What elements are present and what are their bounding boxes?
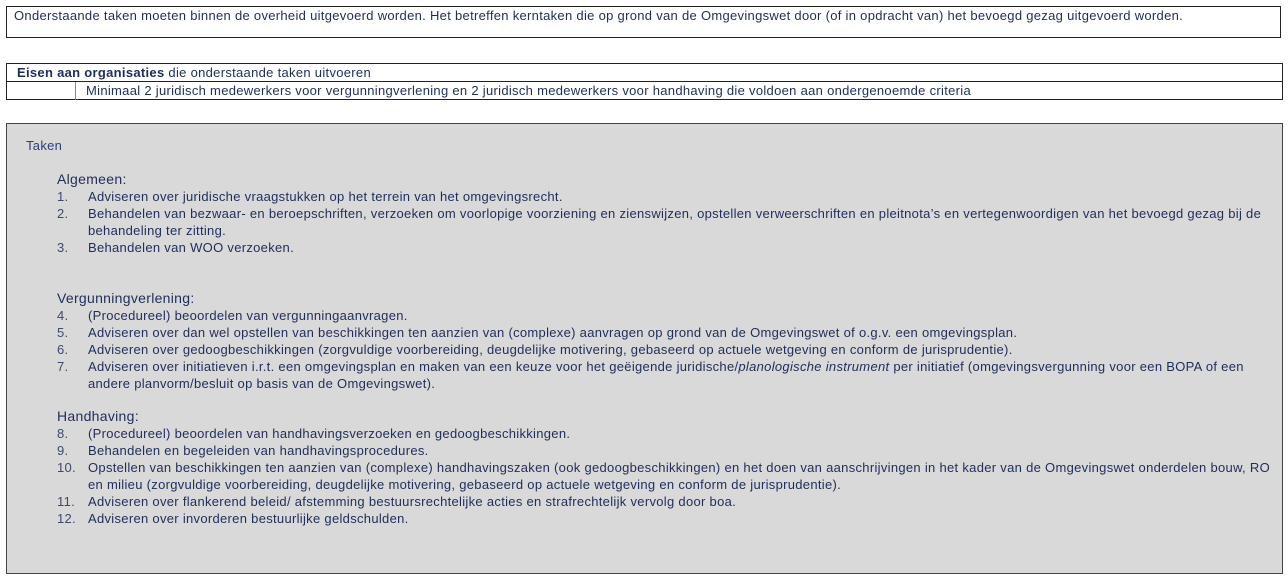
list-item <box>57 510 1277 527</box>
item-text: (Procedureel) beoordelen van handhavingsverzoeken en gedoogbeschikkingen. <box>88 426 571 441</box>
list-item <box>57 188 1277 205</box>
item-text-part: per initiatief (omgevingsvergunning voor een BOPA of een andere planvorm/besluit op basis van de Omgevingswet). <box>88 359 1244 391</box>
item-text: Behandelen van WOO verzoeken. <box>88 240 294 255</box>
section-vergunningverlening <box>57 290 1277 392</box>
item-number: 5. <box>57 325 69 340</box>
item-text <box>88 358 1277 392</box>
section-handhaving <box>57 408 1277 527</box>
item-number: 9. <box>57 443 69 458</box>
item-number: 1. <box>57 189 69 204</box>
item-text: Behandelen en begeleiden van handhavingsprocedures. <box>88 443 429 458</box>
list-item <box>57 307 1277 324</box>
item-number: 3. <box>57 240 69 255</box>
requirements-heading-bold: Eisen aan organisaties <box>17 65 165 80</box>
item-number: 10. <box>57 460 76 475</box>
item-text: Behandelen van bezwaar- en beroepschriften, verzoeken om voorlopige voorziening en zienswijzen, opstellen verweerschriften en pleitnota’s en vertegenwoordigen van het bevoegd gezag bij de behandeling ter zitting. <box>88 206 1262 238</box>
item-number: 7. <box>57 359 69 374</box>
list-item <box>57 442 1277 459</box>
item-text: (Procedureel) beoordelen van vergunningaanvragen. <box>88 308 408 323</box>
list-item <box>57 341 1277 358</box>
tasks-title: Taken <box>26 138 63 153</box>
list-item <box>57 358 1277 392</box>
intro-text-box <box>6 6 1281 38</box>
item-text: Adviseren over flankerend beleid/ afstemming bestuursrechtelijke acties en strafrechtelijk vervolg door boa. <box>88 494 737 509</box>
item-text-part: Adviseren over initiatieven i.r.t. een omgevingsplan en maken van een keuze voor het geëigende juridische/ <box>88 359 739 374</box>
item-number: 12. <box>57 511 76 526</box>
item-number: 4. <box>57 308 69 323</box>
section-algemeen <box>57 171 1277 256</box>
tasks-box <box>6 123 1283 574</box>
item-number: 2. <box>57 206 69 221</box>
section-heading: Vergunningverlening: <box>57 290 195 306</box>
item-number: 11. <box>57 494 76 509</box>
list-item <box>57 205 1277 239</box>
section-heading: Algemeen: <box>57 171 127 187</box>
item-text: Opstellen van beschikkingen ten aanzien van (complexe) handhavingszaken (ook gedoogbeschikkingen) en het doen van aanschrijvingen in het kader van de Omgevingswet onderdelen bouw, RO en milieu (zorgvuldige voorbereiding, deugdelijke motivering, gebaseerd op actuele wetgeving en conform de jurisprudentie). <box>88 460 1270 492</box>
item-number: 8. <box>57 426 69 441</box>
item-text: Adviseren over gedoogbeschikkingen (zorgvuldige voorbereiding, deugdelijke motivering, gebaseerd op actuele wetgeving en conform de jurisprudentie). <box>88 342 1013 357</box>
item-text: Adviseren over juridische vraagstukken op het terrein van het omgevingsrecht. <box>88 189 563 204</box>
requirements-row <box>7 82 1282 100</box>
item-text-italic: planologische instrument <box>738 359 890 374</box>
item-text: Adviseren over invorderen bestuurlijke geldschulden. <box>88 511 409 526</box>
requirements-heading-rest: die onderstaande taken uitvoeren <box>164 65 371 80</box>
list-item <box>57 425 1277 442</box>
item-number: 6. <box>57 342 69 357</box>
item-text: Adviseren over dan wel opstellen van beschikkingen ten aanzien van (complexe) aanvragen op grond van de Omgevingswet of o.g.v. een omgevingsplan. <box>88 325 1018 340</box>
list-item <box>57 239 1277 256</box>
list-item <box>57 459 1277 493</box>
list-item <box>57 493 1277 510</box>
list-item <box>57 324 1277 341</box>
requirements-text: Minimaal 2 juridisch medewerkers voor vergunningverlening en 2 juridisch medewerkers voor handhaving die voldoen aan ondergenoemde criteria <box>86 83 971 98</box>
requirements-table <box>6 63 1283 100</box>
section-heading: Handhaving: <box>57 408 139 424</box>
requirements-heading <box>7 64 1282 82</box>
requirements-empty-cell <box>7 82 76 100</box>
intro-text: Onderstaande taken moeten binnen de overheid uitgevoerd worden. Het betreffen kerntaken die op grond van de Omgevingswet door (of in opdracht van) het bevoegd gezag uitgevoerd worden. <box>14 8 1184 23</box>
